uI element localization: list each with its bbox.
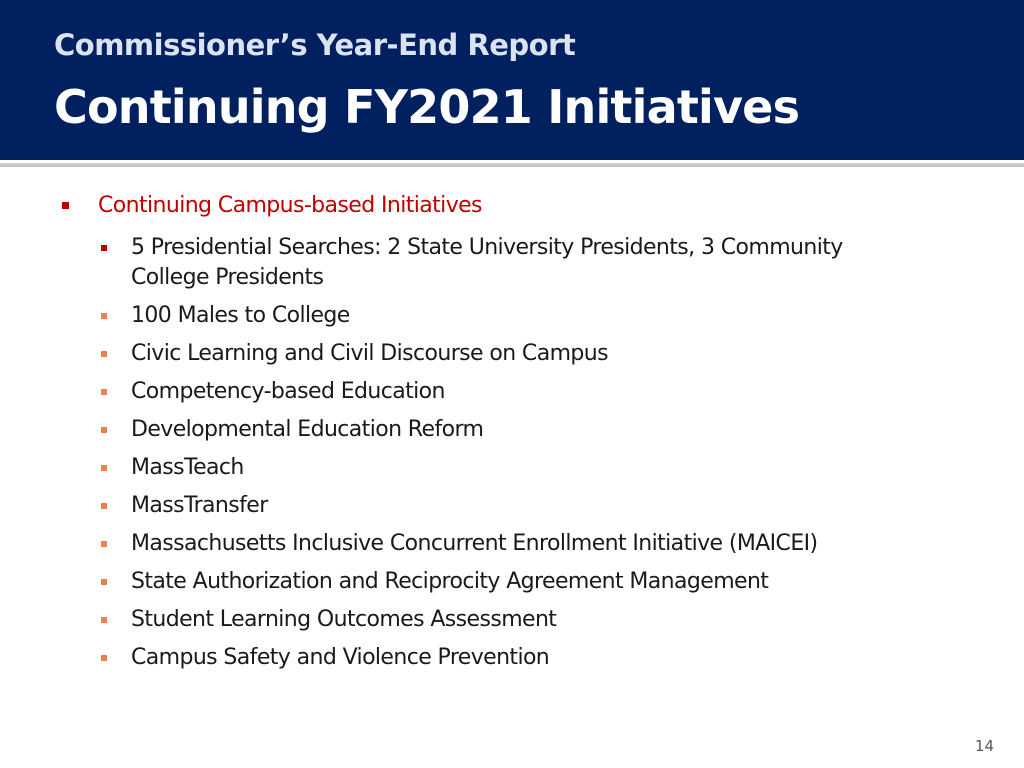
list-item-text: Developmental Education Reform	[131, 417, 484, 442]
initiatives-list	[101, 233, 961, 681]
list-item	[101, 415, 961, 445]
list-item-text: MassTransfer	[131, 493, 268, 518]
list-item	[101, 339, 961, 369]
square-bullet-icon	[101, 655, 107, 661]
slide-header	[0, 0, 1024, 160]
square-bullet-icon	[101, 541, 107, 547]
page-number: 14	[974, 737, 994, 755]
list-item-text: Massachusetts Inclusive Concurrent Enrollment Initiative (MAICEI)	[131, 531, 818, 556]
list-item	[101, 605, 961, 635]
list-item-text: 100 Males to College	[131, 303, 350, 328]
square-bullet-icon	[101, 427, 107, 433]
list-item	[101, 377, 961, 407]
square-bullet-icon	[101, 617, 107, 623]
list-item	[101, 453, 961, 483]
list-item-text: Civic Learning and Civil Discourse on Campus	[131, 341, 608, 366]
list-item-text: 5 Presidential Searches: 2 State University Presidents, 3 Community College Presidents	[131, 235, 843, 290]
list-item-text: State Authorization and Reciprocity Agreement Management	[131, 569, 769, 594]
header-divider	[0, 163, 1024, 167]
slide-title: Continuing FY2021 Initiatives	[54, 80, 800, 134]
square-bullet-icon	[101, 245, 107, 251]
square-bullet-icon	[101, 313, 107, 319]
list-item	[101, 567, 961, 597]
report-supertitle: Commissioner’s Year-End Report	[54, 28, 576, 62]
square-bullet-icon	[101, 351, 107, 357]
list-item	[101, 643, 961, 673]
square-bullet-icon	[101, 389, 107, 395]
square-bullet-icon	[101, 503, 107, 509]
list-item-text: Campus Safety and Violence Prevention	[131, 645, 550, 670]
square-bullet-icon	[101, 465, 107, 471]
section-heading-text: Continuing Campus-based Initiatives	[98, 193, 482, 218]
square-bullet-icon	[62, 202, 69, 209]
square-bullet-icon	[101, 579, 107, 585]
list-item	[101, 529, 961, 559]
list-item	[101, 301, 961, 331]
list-item	[101, 491, 961, 521]
list-item-text: MassTeach	[131, 455, 244, 480]
list-item-text: Competency-based Education	[131, 379, 445, 404]
list-item	[101, 233, 961, 293]
list-item-text: Student Learning Outcomes Assessment	[131, 607, 557, 632]
section-heading	[62, 191, 962, 221]
